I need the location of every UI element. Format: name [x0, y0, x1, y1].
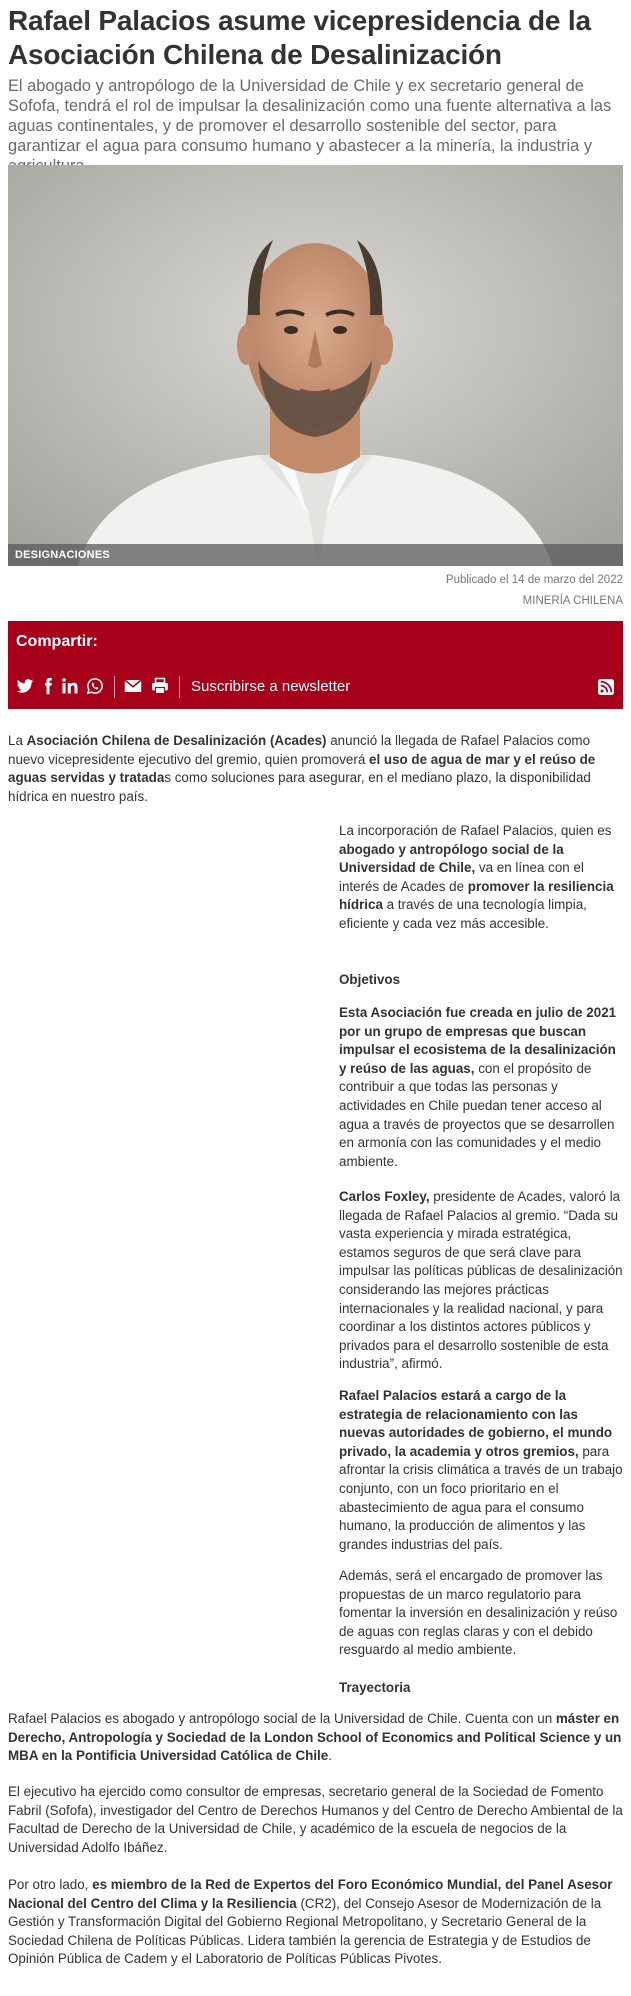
share-title: Compartir: [16, 633, 98, 650]
heading-trayectoria: Trayectoria [339, 1680, 411, 1695]
body-paragraph-2: La incorporación de Rafael Palacios, quien es abogado y antropólogo social de la Universidad de Chile, va en línea con el interés de Acades de promover la resiliencia hídrica a través de una tecnología limpia, eficiente y cada vez más accesible. [339, 823, 614, 931]
body-paragraph-5: Rafael Palacios estará a cargo de la estrategia de relacionamiento con las nuevas autoridades de gobierno, el mundo privado, la academia y otros gremios, para afrontar la crisis climática a través de un trabajo conjunto, con un foco prioritario en el abastecimiento de agua para el consumo humano, la producción de alimentos y las grandes industrias del país. [339, 1388, 623, 1552]
rss-icon[interactable] [598, 679, 614, 695]
article-title: Rafael Palacios asume vicepresidencia de la Asociación Chilena de Desalinización [8, 5, 591, 70]
share-icons-row [16, 676, 616, 700]
body-paragraph-1: La Asociación Chilena de Desalinización (Acades) anunció la llegada de Rafael Palacios como nuevo vicepresidente ejecutivo del gremio, quien promoverá el uso de agua de mar y el reúso de aguas servidas y tratadas como soluciones para asegurar, en el mediano plazo, la disponibilidad hídrica en nuestro país. [8, 733, 596, 804]
facebook-icon[interactable] [39, 677, 57, 695]
share-bar [8, 621, 623, 709]
category-badge[interactable] [8, 544, 623, 566]
body-paragraph-9: Por otro lado, es miembro de la Red de Expertos del Foro Económico Mundial, del Panel Asesor Nacional del Centro del Clima y la Resiliencia (CR2), del Consejo Asesor de Modernización de la Gestión y Transformación Digital del Gobierno Regional Metropolitano, y Secretario General de la Sociedad Chilena de Políticas Públicas. Lidera también la gerencia de Estrategia y de Estudios de Opinión Pública de Cadem y el Laboratorio de Políticas Públicas Pivotes. [8, 1877, 613, 1967]
portrait-illustration [8, 165, 623, 566]
article-source[interactable]: MINERÍA CHILENA [522, 595, 623, 607]
whatsapp-icon[interactable] [86, 677, 104, 695]
share-divider [114, 676, 115, 698]
hero-photo [8, 165, 623, 566]
email-icon[interactable] [124, 677, 142, 695]
heading-objetivos: Objetivos [339, 972, 401, 987]
body-paragraph-7: Rafael Palacios es abogado y antropólogo social de la Universidad de Chile. Cuenta con un máster en Derecho, Antropología y Sociedad de la London School of Economics and Political Science y un MBA en la Pontificia Universidad Católica de Chile. [8, 1711, 622, 1764]
body-paragraph-8: El ejecutivo ha ejercido como consultor de empresas, secretario general de la Sociedad de Fomento Fabril (Sofofa), investigador del Centro de Derechos Humanos y del Centro de Derecho Ambiental de la Facultad de Derecho de la Universidad de Chile, y académico de la escuela de negocios de la Universidad Adolfo Ibáñez. [8, 1784, 623, 1855]
linkedin-icon[interactable] [61, 677, 79, 695]
article-lead: El abogado y antropólogo de la Universidad de Chile y ex secretario general de Sofofa, tendrá el rol de impulsar la desalinización como una fuente alternativa a las aguas continentales, y de promover el desarrollo sostenible del sector, para garantizar el agua para consumo humano y abastecer a la minería, la industria y [8, 77, 612, 155]
newsletter-link[interactable]: Suscribirse a newsletter [191, 678, 351, 695]
body-paragraph-6: Además, será el encargado de promover las propuestas de un marco regulatorio para fomentar la inversión en desalinización y reúso de aguas con reglas claras y con el debido resguardo al medio ambiente. [339, 1568, 618, 1658]
publish-date: Publicado el 14 de marzo del 2022 [445, 574, 623, 586]
print-icon[interactable] [151, 677, 169, 695]
body-paragraph-4: Carlos Foxley, presidente de Acades, valoró la llegada de Rafael Palacios al gremio. “Dada su vasta experiencia y mirada estratégica, estamos seguros de que será clave para impulsar las políticas públicas de desalinización considerando las mejores prácticas internacionales y la realidad nacional, y para coordinar a los distintos actores públicos y privados para el desarrollo sostenible de esta industria”, afirmó. [339, 1189, 623, 1372]
share-divider [179, 676, 180, 698]
twitter-icon[interactable] [16, 677, 34, 695]
category-label: DESIGNACIONES [15, 549, 110, 561]
body-paragraph-3: Esta Asociación fue creada en julio de 2021 por un grupo de empresas que buscan impulsar el ecosistema de la desalinización y reúso de las aguas, con el propósito de contribuir a que todas las personas y actividades en Chile puedan tener acceso al agua a través de proyectos que se desarrollen en armonía con las comunidades y el medio ambiente. [339, 1005, 617, 1169]
